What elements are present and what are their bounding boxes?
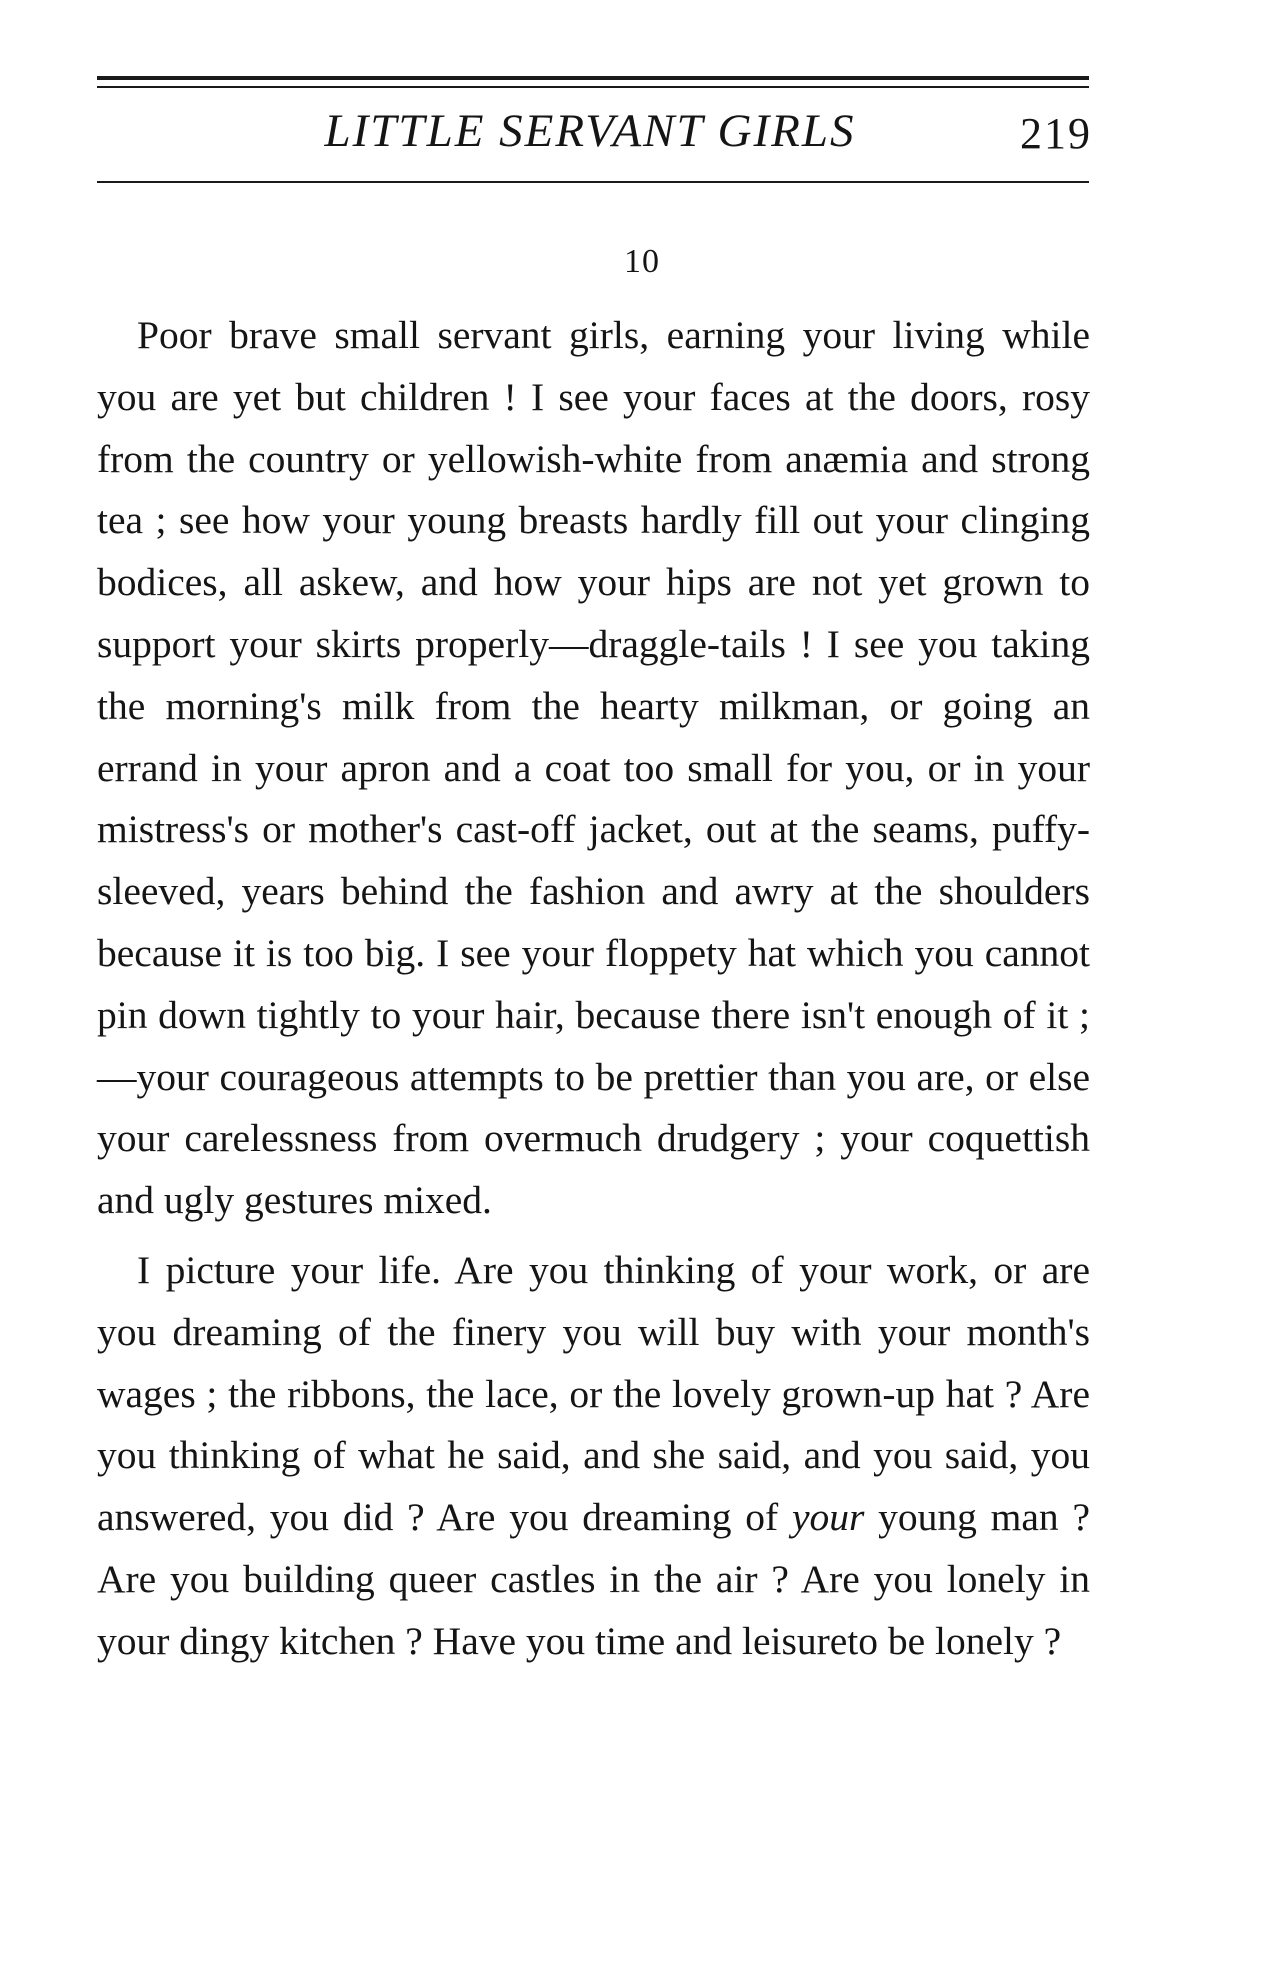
section-number: 10 [624,243,660,280]
paragraph-1: Poor brave small servant girls, earning your living while you are yet but children ! I see your faces at the doors, rosy from the country or yellowish-white from anæmia and strong tea ; see how your young breasts hardly fill out your clinging bodices, all askew, and how your hips are not yet grown to support your skirts properly—draggle-tails ! I see you taking the morning's milk from the hearty milkman, or going an errand in your apron and a coat too small for you, or in your mistress's or mother's cast-off jacket, out at the seams, puffy-sleeved, years behind the fashion and awry at the shoulders because it is too big. I see your floppety hat which you cannot pin down tightly to your hair, because there isn't enough of it ;—your courageous attempts to be prettier than you are, or else your carelessness from overmuch drudgery ; your coquettish and ugly gestures mixed. [97,313,1090,1223]
paragraph-2-italic-word: your [791,1495,865,1540]
header-rule-thick [97,76,1089,80]
header-rule-thin [97,86,1089,88]
body-text [97,305,1090,1673]
page-number: 219 [1020,109,1092,158]
running-title: LITTLE SERVANT GIRLS [324,105,856,157]
header-rule-bottom [97,181,1089,183]
paragraph-2 [97,1240,1090,1673]
paragraph-2-part-1: I picture your life. Are you thinking of your work, or are you dreaming of the finery you will buy with your month's wages ; the ribbons, the lace, or the lovely grown-up hat ? Are you thinking of what he said, and she said, and you said, you answered, you did ? Are you dreaming of [97,1247,1090,1540]
paragraph-2-part-2: young man ? Are you building queer castles in the air ? Are you lonely in your dingy kitchen ? Have you time and leisureto be lonely ? [97,1495,1090,1663]
